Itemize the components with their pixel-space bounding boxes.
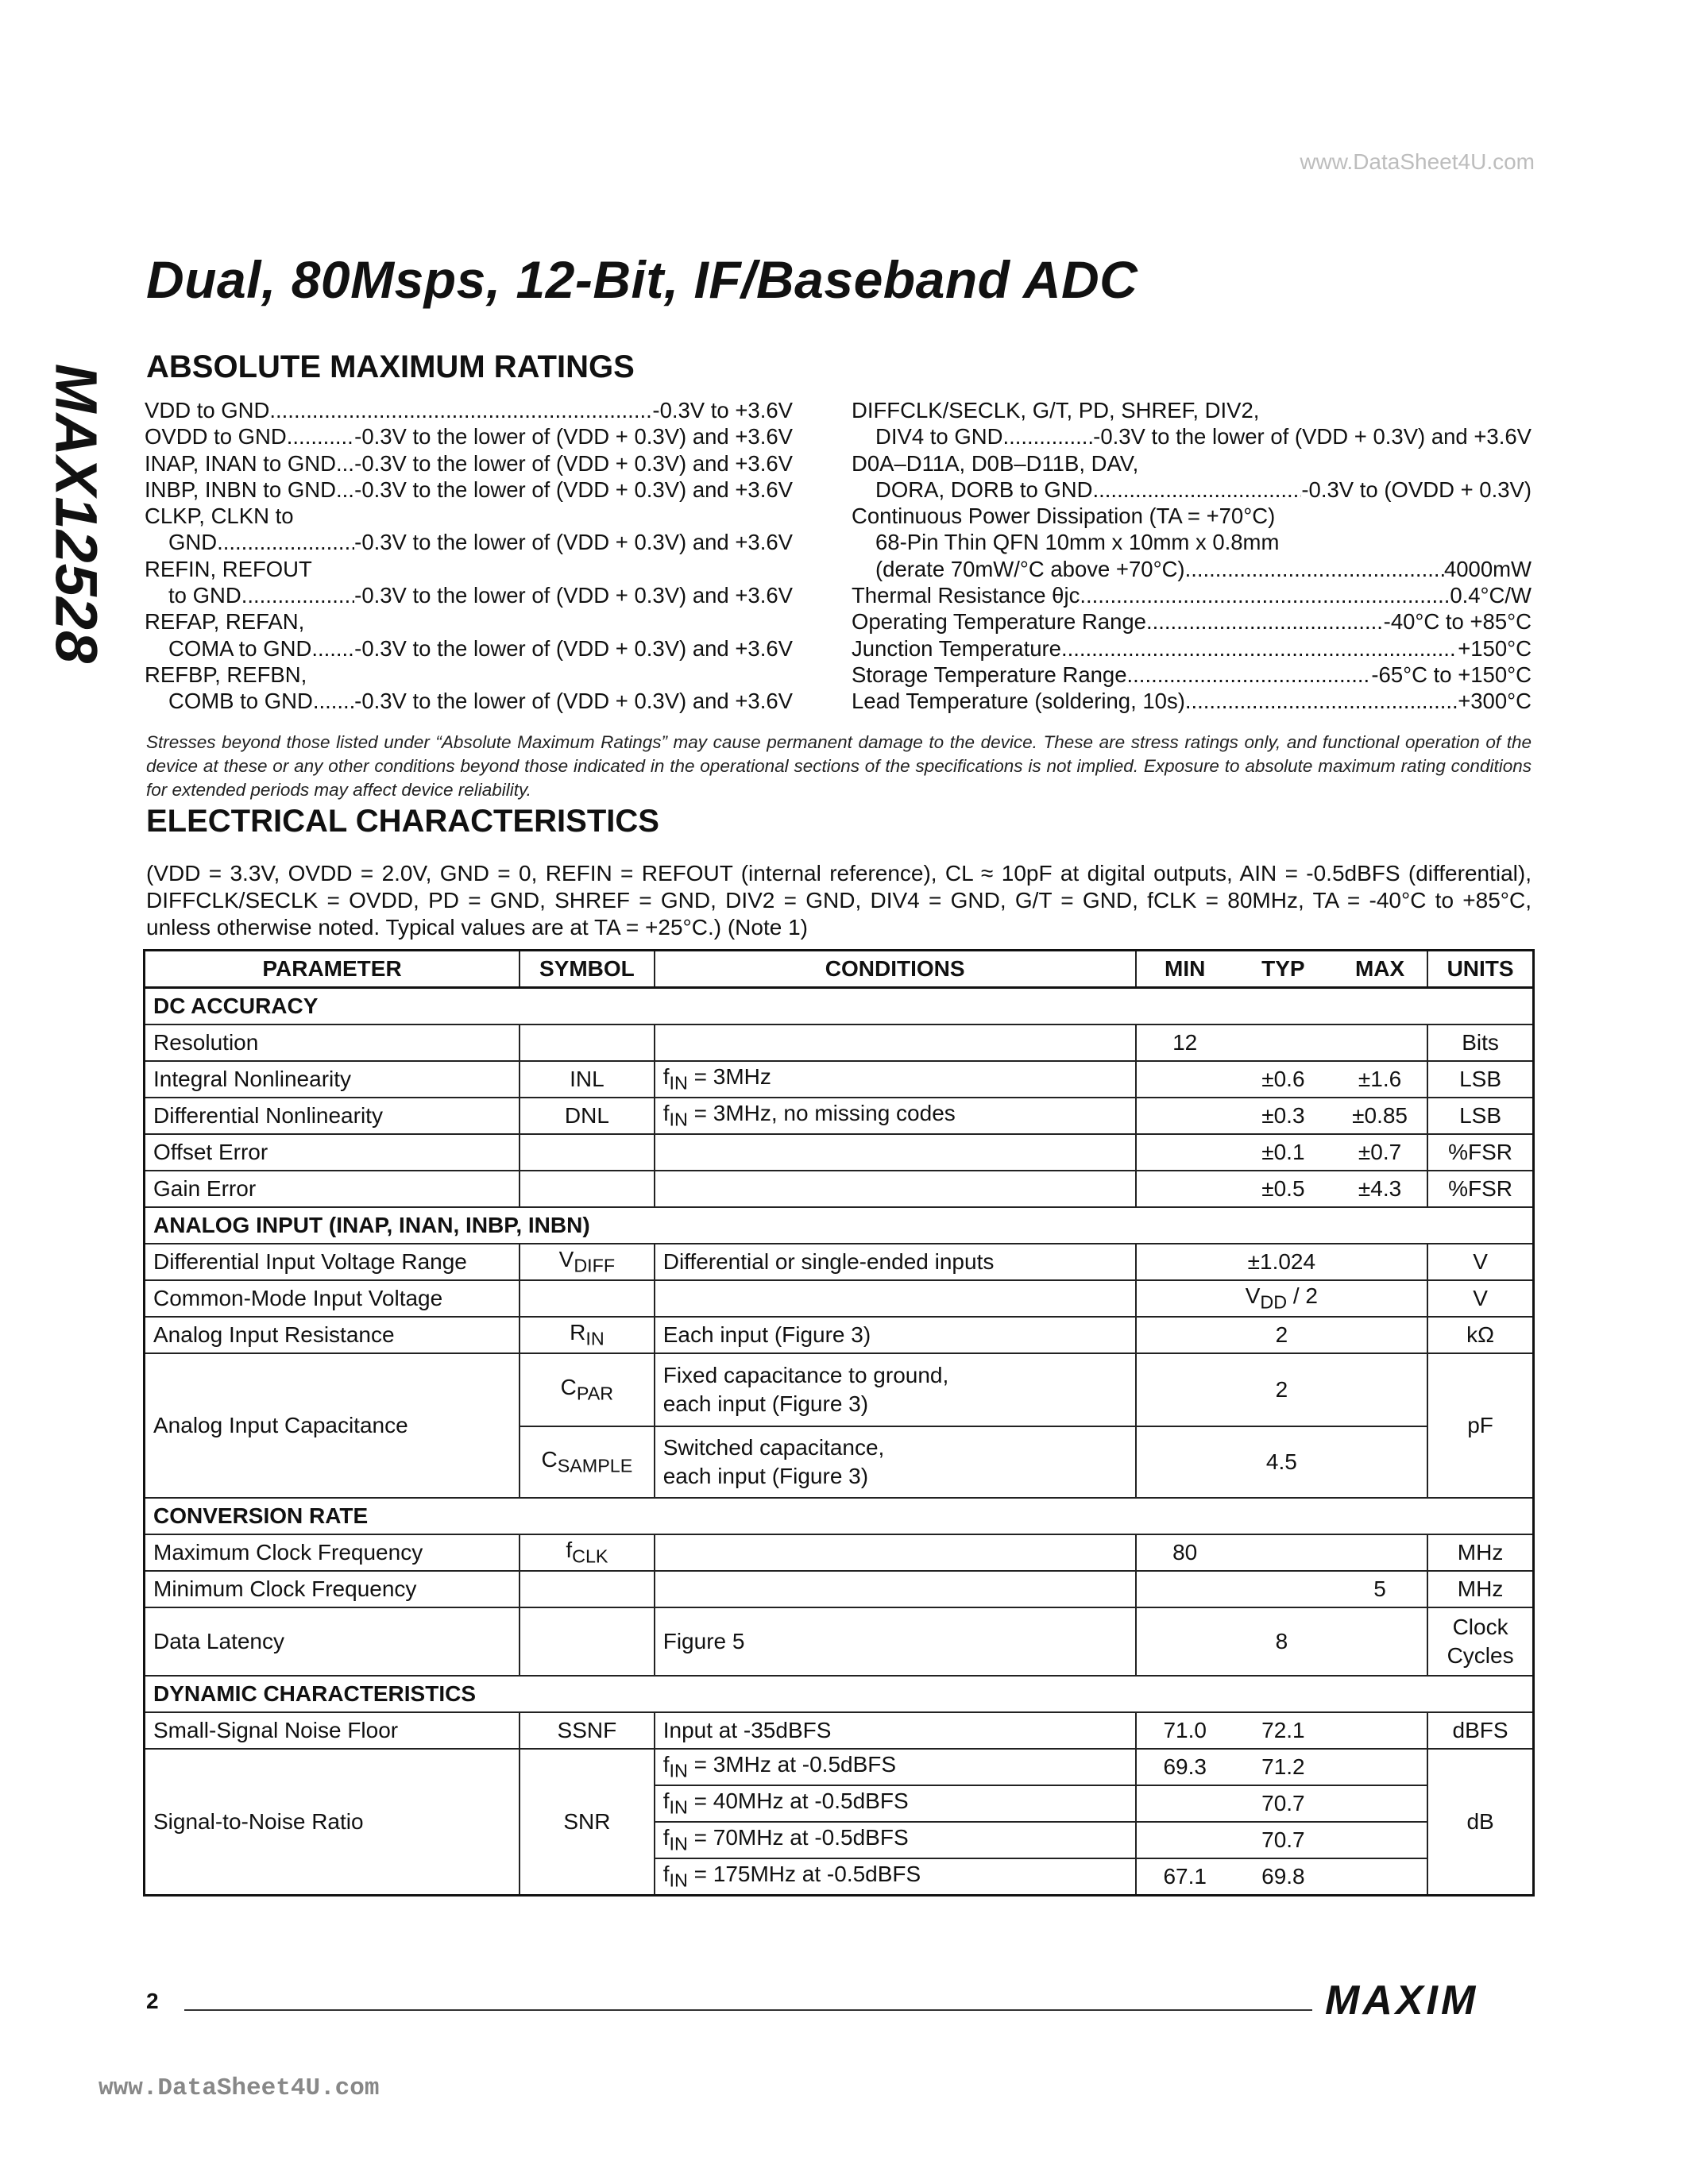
leader-dots (1061, 635, 1458, 662)
leader-dots (311, 635, 354, 662)
side-part-number: MAX12528 (43, 363, 110, 665)
conditions: Fixed capacitance to ground, each input (Figure 3) (655, 1353, 1136, 1426)
rating-value: -0.3V to the lower of (VDD + 0.3V) and +3.6V (354, 689, 793, 714)
rating-label: COMB to GND (168, 689, 313, 714)
header-typ: TYP (1234, 951, 1333, 988)
table-header-row (145, 951, 1534, 988)
param: Differential Input Voltage Range (145, 1244, 520, 1280)
table-row (145, 1749, 1534, 1785)
rating-label: (derate 70mW/°C above +70°C) (875, 556, 1185, 581)
rating-label: Lead Temperature (soldering, 10s) (852, 689, 1185, 714)
symbol: $C_{SAMPLE}$ (520, 1426, 655, 1498)
rating-line (145, 556, 793, 582)
amr-left-column (145, 397, 793, 715)
units: LSB (1427, 1098, 1533, 1134)
rating-label: Operating Temperature Range (852, 609, 1146, 635)
rating-line (852, 503, 1532, 529)
units: dB (1427, 1749, 1533, 1896)
conditions: $f_{IN} = 3MHz$, no missing codes (655, 1098, 1136, 1134)
section-row (145, 1676, 1534, 1712)
rating-line (852, 635, 1532, 662)
table-row (145, 1098, 1534, 1134)
param: Signal-to-Noise Ratio (145, 1749, 520, 1896)
typ: ±0.6 (1234, 1061, 1333, 1098)
units: Clock Cycles (1427, 1607, 1533, 1676)
section-row (145, 1207, 1534, 1244)
param: Differential Nonlinearity (145, 1098, 520, 1134)
section-dynamic-characteristics: DYNAMIC CHARACTERISTICS (145, 1676, 1534, 1712)
rating-label: DIFFCLK/SECLK, G/T, PD, SHREF, DIV2, (852, 398, 1260, 423)
units: dBFS (1427, 1712, 1533, 1749)
rating-value: -0.3V to +3.6V (652, 398, 793, 423)
rating-label: OVDD to GND (145, 424, 287, 450)
rating-line (852, 529, 1532, 555)
rating-label: INAP, INAN to GND (145, 450, 336, 476)
min: 12 (1136, 1024, 1234, 1061)
typ: ±0.3 (1234, 1098, 1333, 1134)
rating-value: -65°C to +150°C (1371, 662, 1532, 687)
leader-dots (217, 529, 354, 555)
amr-right-column (852, 397, 1532, 715)
leader-dots (336, 450, 354, 477)
leader-dots (336, 477, 354, 503)
rating-value: -0.3V to the lower of (VDD + 0.3V) and +3.6V (354, 477, 793, 502)
conditions: $f_{IN} = 40MHz$ at -0.5dBFS (655, 1785, 1136, 1822)
value: $V_{DD} / 2$ (1136, 1280, 1428, 1317)
rating-line (852, 556, 1532, 582)
value: 4.5 (1136, 1426, 1428, 1498)
rating-label: CLKP, CLKN to (145, 504, 294, 529)
rating-label: 68-Pin Thin QFN 10mm x 10mm x 0.8mm (875, 530, 1280, 555)
symbol: SSNF (520, 1712, 655, 1749)
rating-line (145, 503, 793, 529)
section-analog-input: ANALOG INPUT (INAP, INAN, INBP, INBN) (145, 1207, 1534, 1244)
maxim-logo (1325, 1978, 1535, 2026)
rating-value: -0.3V to the lower of (VDD + 0.3V) and +3.6V (354, 635, 793, 661)
leader-dots (287, 423, 354, 450)
units: kΩ (1427, 1317, 1533, 1353)
rating-value: -0.3V to the lower of (VDD + 0.3V) and +3.6V (1093, 424, 1532, 450)
rating-line (852, 688, 1532, 714)
rating-line (852, 662, 1532, 688)
electrical-characteristics-table (143, 949, 1535, 1897)
rating-label: Junction Temperature (852, 635, 1061, 661)
rating-value: -0.3V to the lower of (VDD + 0.3V) and +3.6V (354, 583, 793, 608)
rating-value: -0.3V to (OVDD + 0.3V) (1301, 477, 1532, 502)
typ: 70.7 (1234, 1785, 1333, 1822)
symbol: $f_{CLK}$ (520, 1534, 655, 1571)
header-conditions: CONDITIONS (655, 951, 1136, 988)
rating-line (145, 608, 793, 635)
conditions: $f_{IN} = 70MHz$ at -0.5dBFS (655, 1822, 1136, 1858)
leader-dots (313, 688, 354, 714)
section-row (145, 988, 1534, 1025)
rating-line (145, 582, 793, 608)
units: pF (1427, 1353, 1533, 1498)
units: LSB (1427, 1061, 1533, 1098)
header-units: UNITS (1427, 951, 1533, 988)
footer-rule (184, 2009, 1312, 2011)
symbol: SNR (520, 1749, 655, 1896)
conditions: Each input (Figure 3) (655, 1317, 1136, 1353)
rating-line (145, 662, 793, 688)
table-row (145, 1280, 1534, 1317)
rating-label: COMA to GND (168, 635, 312, 661)
param: Maximum Clock Frequency (145, 1534, 520, 1571)
value: 2 (1136, 1317, 1428, 1353)
section-conversion-rate: CONVERSION RATE (145, 1498, 1534, 1534)
leader-dots (1002, 423, 1093, 450)
rating-label: DIV4 to GND (875, 424, 1003, 450)
rating-line (145, 688, 793, 714)
conditions: $f_{IN} = 3MHz$ at -0.5dBFS (655, 1749, 1136, 1785)
ec-conditions: (VDD = 3.3V, OVDD = 2.0V, GND = 0, REFIN = REFOUT (internal reference), CL ≈ 10pF at digital outputs, AIN = -0.5dBFS (differential), DIFFCLK/SECLK = OVDD, PD = GND, SHREF = GND, DIV2 = GND, DIV4 = GND, G/T = GND, fCLK = 80MHz, TA = -40°C to +85°C, unless otherwise noted. Typical values are at TA = +25°C.) (Note 1) (146, 861, 1532, 940)
table-row (145, 1244, 1534, 1280)
param: Analog Input Resistance (145, 1317, 520, 1353)
rating-value: +300°C (1458, 689, 1532, 714)
header-min: MIN (1136, 951, 1234, 988)
rating-line (145, 529, 793, 555)
watermark-top: www.DataSheet4U.com (1300, 149, 1535, 174)
param: Gain Error (145, 1171, 520, 1207)
max: ±4.3 (1333, 1171, 1427, 1207)
header-max: MAX (1333, 951, 1427, 988)
leader-dots (269, 397, 652, 423)
rating-value: -0.3V to the lower of (VDD + 0.3V) and +3.6V (354, 424, 793, 450)
symbol: $C_{PAR}$ (520, 1353, 655, 1426)
watermark-bottom: www.DataSheet4U.com (98, 2074, 380, 2102)
units: V (1427, 1280, 1533, 1317)
table-row (145, 1534, 1534, 1571)
units: Bits (1427, 1024, 1533, 1061)
rating-value: 4000mW (1443, 556, 1532, 581)
table-row (145, 1353, 1534, 1426)
typ: ±0.5 (1234, 1171, 1333, 1207)
symbol: INL (520, 1061, 655, 1098)
rating-value: -0.3V to the lower of (VDD + 0.3V) and +3.6V (354, 530, 793, 555)
units: %FSR (1427, 1134, 1533, 1171)
units: %FSR (1427, 1171, 1533, 1207)
page-title: Dual, 80Msps, 12-Bit, IF/Baseband ADC (146, 250, 1138, 309)
param: Integral Nonlinearity (145, 1061, 520, 1098)
rating-line (852, 450, 1532, 477)
param: Small-Signal Noise Floor (145, 1712, 520, 1749)
max: 5 (1333, 1571, 1427, 1607)
rating-line (145, 635, 793, 662)
conditions: $f_{IN} = 3MHz$ (655, 1061, 1136, 1098)
rating-line (852, 423, 1532, 450)
rating-label: Storage Temperature Range (852, 662, 1127, 687)
symbol: DNL (520, 1098, 655, 1134)
rating-label: GND (168, 530, 218, 555)
rating-line (145, 450, 793, 477)
value: ±1.024 (1136, 1244, 1428, 1280)
header-parameter: PARAMETER (145, 951, 520, 988)
conditions: Input at -35dBFS (655, 1712, 1136, 1749)
units: MHz (1427, 1571, 1533, 1607)
header-symbol: SYMBOL (520, 951, 655, 988)
min: 80 (1136, 1534, 1234, 1571)
max: ±0.7 (1333, 1134, 1427, 1171)
rating-line (852, 608, 1532, 635)
rating-line (852, 477, 1532, 503)
conditions: Figure 5 (655, 1607, 1136, 1676)
value: 2 (1136, 1353, 1428, 1426)
typ: 69.8 (1234, 1858, 1333, 1896)
ec-heading: ELECTRICAL CHARACTERISTICS (146, 804, 659, 839)
table-row (145, 1061, 1534, 1098)
rating-label: INBP, INBN to GND (145, 477, 336, 502)
section-row (145, 1498, 1534, 1534)
max: ±1.6 (1333, 1061, 1427, 1098)
rating-value: -0.3V to the lower of (VDD + 0.3V) and +3.6V (354, 450, 793, 476)
min: 67.1 (1136, 1858, 1234, 1896)
leader-dots (1185, 688, 1458, 714)
leader-dots (1080, 582, 1450, 608)
stress-note: Stresses beyond those listed under “Absolute Maximum Ratings” may cause permanent damage to the device. These are stress ratings only, and functional operation of the device at these or any other conditions beyond those indicated in the operational sections of the specifications is not implied. Exposure to absolute maximum rating conditions for extended periods may affect device reliability. (146, 732, 1532, 800)
value: 8 (1136, 1607, 1428, 1676)
table-row (145, 1171, 1534, 1207)
rating-line (852, 397, 1532, 423)
rating-value: 0.4°C/W (1450, 583, 1532, 608)
rating-line (145, 397, 793, 423)
rating-label: D0A–D11A, D0B–D11B, DAV, (852, 450, 1139, 476)
param: Data Latency (145, 1607, 520, 1676)
param: Minimum Clock Frequency (145, 1571, 520, 1607)
rating-label: to GND (168, 583, 241, 608)
table-row (145, 1712, 1534, 1749)
conditions: Differential or single-ended inputs (655, 1244, 1136, 1280)
rating-line (852, 582, 1532, 608)
rating-line (145, 477, 793, 503)
rating-label: VDD to GND (145, 398, 270, 423)
table-row (145, 1024, 1534, 1061)
amr-heading: ABSOLUTE MAXIMUM RATINGS (146, 349, 635, 384)
rating-label: REFBP, REFBN, (145, 662, 307, 687)
leader-dots (1127, 662, 1372, 688)
rating-value: -40°C to +85°C (1383, 609, 1532, 635)
units: MHz (1427, 1534, 1533, 1571)
min: 71.0 (1136, 1712, 1234, 1749)
param: Offset Error (145, 1134, 520, 1171)
typ: 71.2 (1234, 1749, 1333, 1785)
conditions: Switched capacitance, each input (Figure 3) (655, 1426, 1136, 1498)
leader-dots (241, 582, 354, 608)
rating-label: REFIN, REFOUT (145, 556, 312, 581)
typ: ±0.1 (1234, 1134, 1333, 1171)
param: Analog Input Capacitance (145, 1353, 520, 1498)
symbol: $V_{DIFF}$ (520, 1244, 655, 1280)
table-row (145, 1134, 1534, 1171)
rating-label: DORA, DORB to GND (875, 477, 1093, 502)
page-number: 2 (146, 1989, 159, 2013)
table-row (145, 1607, 1534, 1676)
leader-dots (1093, 477, 1302, 503)
rating-label: REFAP, REFAN, (145, 609, 305, 635)
rating-line (145, 423, 793, 450)
leader-dots (1185, 556, 1444, 582)
min: 69.3 (1136, 1749, 1234, 1785)
units: V (1427, 1244, 1533, 1280)
conditions: $f_{IN} = 175MHz$ at -0.5dBFS (655, 1858, 1136, 1896)
rating-value: +150°C (1458, 635, 1532, 661)
param: Resolution (145, 1024, 520, 1061)
leader-dots (1146, 608, 1384, 635)
rating-label: Thermal Resistance θjc (852, 583, 1080, 608)
table-row (145, 1317, 1534, 1353)
section-dc-accuracy: DC ACCURACY (145, 988, 1534, 1025)
max: ±0.85 (1333, 1098, 1427, 1134)
table-row (145, 1571, 1534, 1607)
symbol: $R_{IN}$ (520, 1317, 655, 1353)
param: Common-Mode Input Voltage (145, 1280, 520, 1317)
typ: 70.7 (1234, 1822, 1333, 1858)
rating-label: Continuous Power Dissipation (TA = +70°C) (852, 504, 1276, 529)
svg-text:MAXIM: MAXIM (1325, 1978, 1479, 2022)
typ: 72.1 (1234, 1712, 1333, 1749)
